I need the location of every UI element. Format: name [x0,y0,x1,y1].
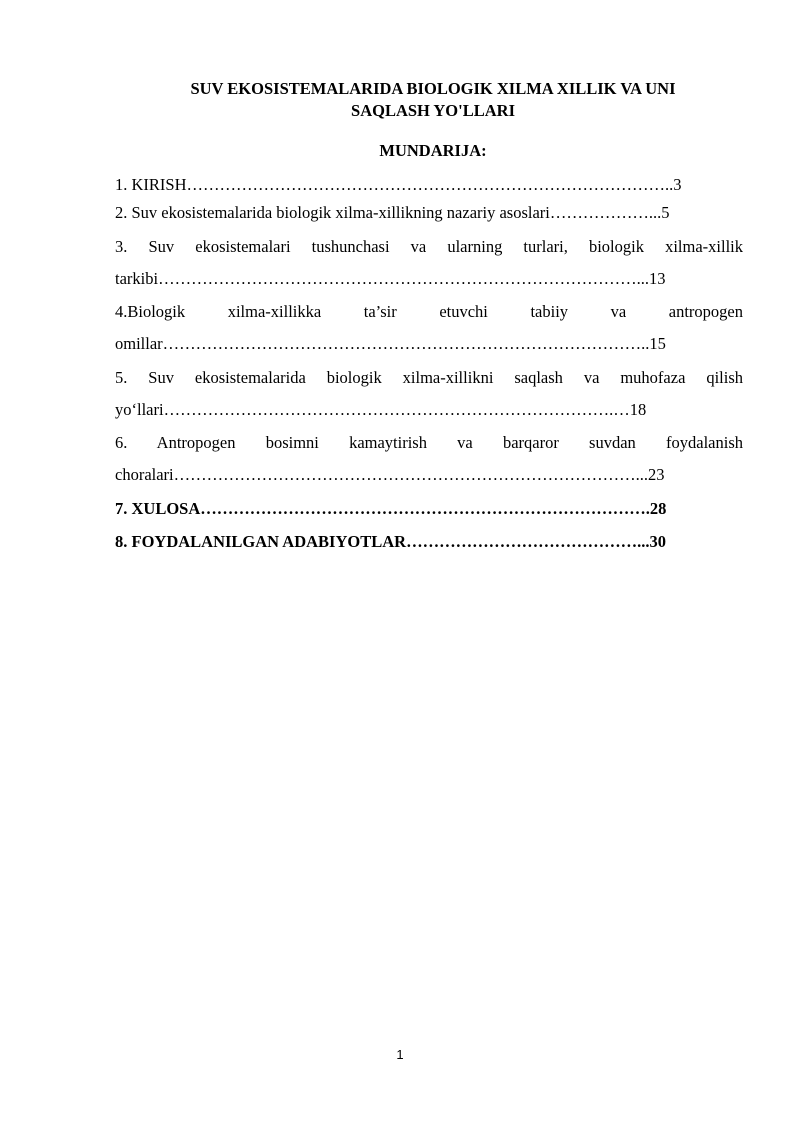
document-title-line-2: SAQLASH YO'LLARI [351,101,515,120]
document-title [115,78,743,122]
toc-entry-saqlash-yollari: 5. Suv ekosistemalarida biologik xilma-xillikni saqlash va muhofaza qilish yo‘llari……………………………………………………………………….…18 [115,367,743,419]
table-of-contents [115,176,743,558]
toc-entry-omillar: 4.Biologik xilma-xillikka ta’sir etuvchi tabiiy va antropogen omillar……………………………………………………………………………..15 [115,302,743,353]
toc-entry-ekosistemalar-turlari: 3. Suv ekosistemalari tushunchasi va ularning turlari, biologik xilma-xillik tarkibi……………………………………………………………………………...13 [115,236,743,288]
toc-entry-xulosa: 7. XULOSA……………………………………………………………………….28 [115,498,667,518]
document-title-line-1: SUV EKOSISTEMALARIDA BIOLOGIK XILMA XILLIK VA UNI [190,79,676,98]
page-number: 1 [396,1047,404,1062]
toc-entry-adabiyotlar: 8. FOYDALANILGAN ADABIYOTLAR……………………………………...30 [115,532,666,551]
contents-heading: MUNDARIJA: [379,141,487,160]
toc-entry-kirish: 1. KIRISH……………………………………………………………………………..3 [115,175,682,194]
toc-entry-choralari: 6. Antropogen bosimni kamaytirish va barqaror suvdan foydalanish choralari…………………………………………………………………………...23 [115,433,743,484]
toc-entry-nazariy-asoslari: 2. Suv ekosistemalarida biologik xilma-xillikning nazariy asoslari………………...5 [115,203,670,222]
